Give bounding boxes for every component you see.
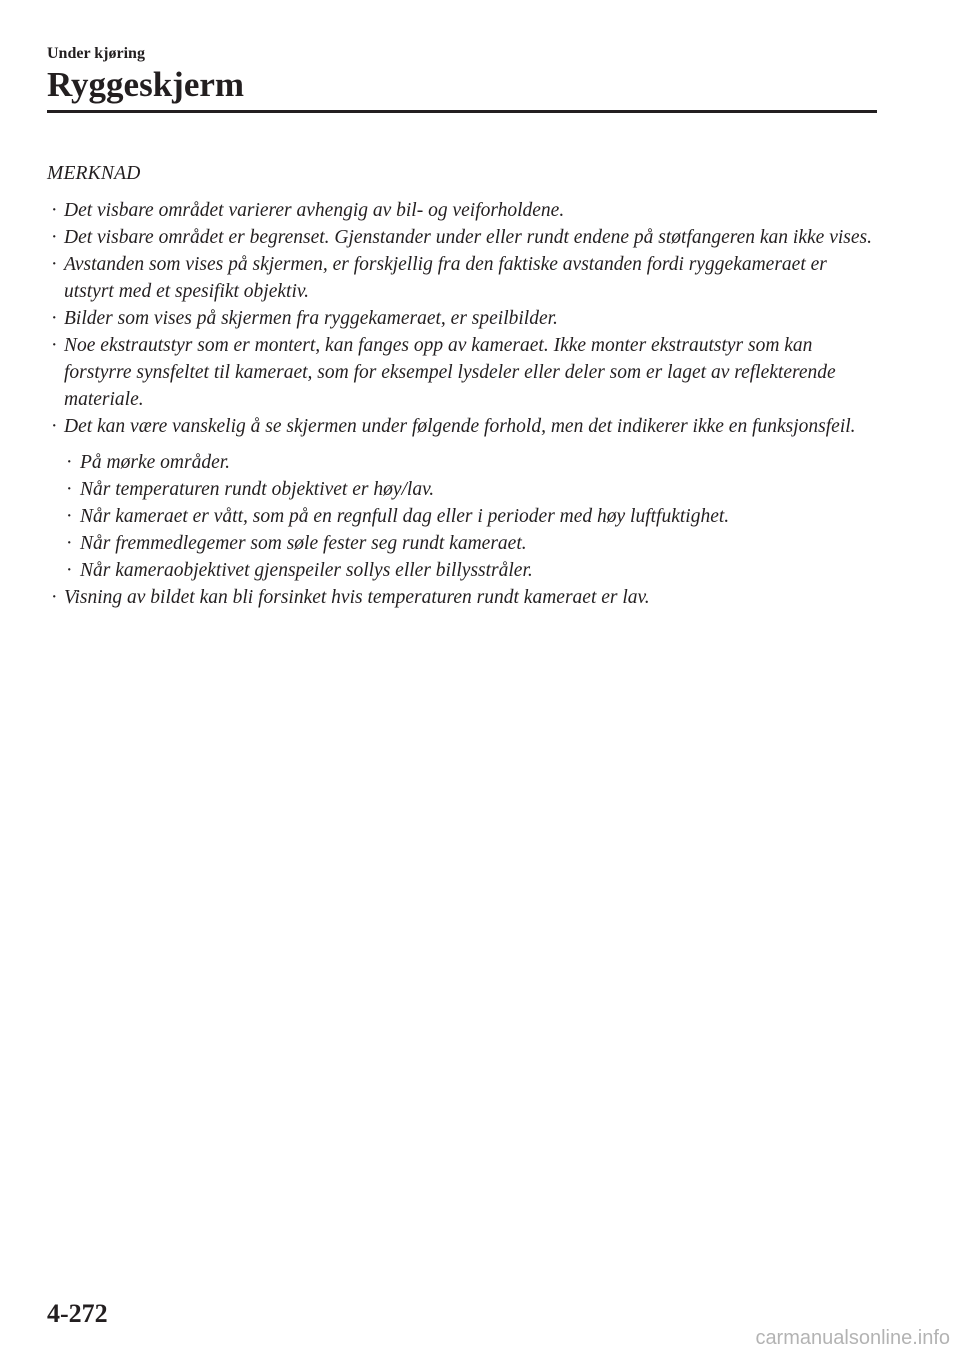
bullet-icon: · (51, 200, 58, 221)
bullet-icon: · (51, 416, 58, 437)
list-item (47, 305, 877, 332)
bullet-icon: · (66, 452, 73, 473)
list-item-text: Det visbare området er begrenset. Gjenstander under eller rundt endene på støtfangeren kan ikke vises. (64, 227, 872, 248)
list-item (47, 584, 877, 611)
list-item-text: Det visbare området varierer avhengig av bil- og veiforholdene. (64, 200, 565, 221)
list-item-text: Bilder som vises på skjermen fra ryggekameraet, er speilbilder. (64, 308, 558, 329)
page-title: Ryggeskjerm (47, 65, 245, 104)
watermark-text: carmanualsonline.info (755, 1327, 950, 1349)
bullet-icon: · (66, 533, 73, 554)
list-item (47, 224, 877, 251)
list-item (47, 251, 877, 305)
bullet-icon: · (66, 479, 73, 500)
sub-list-item-text: Når kameraobjektivet gjenspeiler sollys eller billysstråler. (80, 560, 533, 581)
page-number: 4-272 (47, 1299, 108, 1328)
section-label: Under kjøring (47, 45, 145, 62)
list-item (47, 197, 877, 224)
sub-list-item (62, 530, 877, 557)
sub-list-item (62, 476, 877, 503)
note-block (47, 160, 877, 611)
list-item-text: Visning av bildet kan bli forsinket hvis temperaturen rundt kameraet er lav. (64, 587, 650, 608)
note-heading: MERKNAD (47, 163, 141, 184)
sub-list-item-text: Når kameraet er vått, som på en regnfull dag eller i perioder med høy luftfuktighet. (80, 506, 730, 527)
sub-list-item-text: Når temperaturen rundt objektivet er høy/lav. (80, 479, 435, 500)
sub-list-item (62, 449, 877, 476)
list-item-text: Noe ekstrautstyr som er montert, kan fanges opp av kameraet. Ikke monter ekstrautstyr som kan forstyrre synsfeltet til kameraet, som for eksempel lysdeler eller deler som er laget av reflekterende materiale. (64, 335, 836, 410)
list-item-text: Det kan være vanskelig å se skjermen under følgende forhold, men det indikerer ikke en funksjonsfeil. (64, 416, 856, 437)
bullet-icon: · (51, 308, 58, 329)
sub-list-item (62, 503, 877, 530)
bullet-icon: · (66, 506, 73, 527)
sub-list-item-text: På mørke områder. (80, 452, 231, 473)
page-header (47, 44, 877, 106)
sub-list (62, 449, 877, 584)
header-divider (47, 110, 877, 113)
bullet-icon: · (51, 587, 58, 608)
sub-list-item-text: Når fremmedlegemer som søle fester seg rundt kameraet. (80, 533, 527, 554)
list-item-text: Avstanden som vises på skjermen, er forskjellig fra den faktiske avstanden fordi ryggekameraet er utstyrt med et spesifikt objektiv. (64, 254, 827, 302)
sub-list-item (62, 557, 877, 584)
list-item (47, 332, 877, 413)
list-item (47, 413, 877, 440)
bullet-icon: · (66, 560, 73, 581)
bullet-icon: · (51, 227, 58, 248)
bullet-icon: · (51, 335, 58, 356)
bullet-icon: · (51, 254, 58, 275)
